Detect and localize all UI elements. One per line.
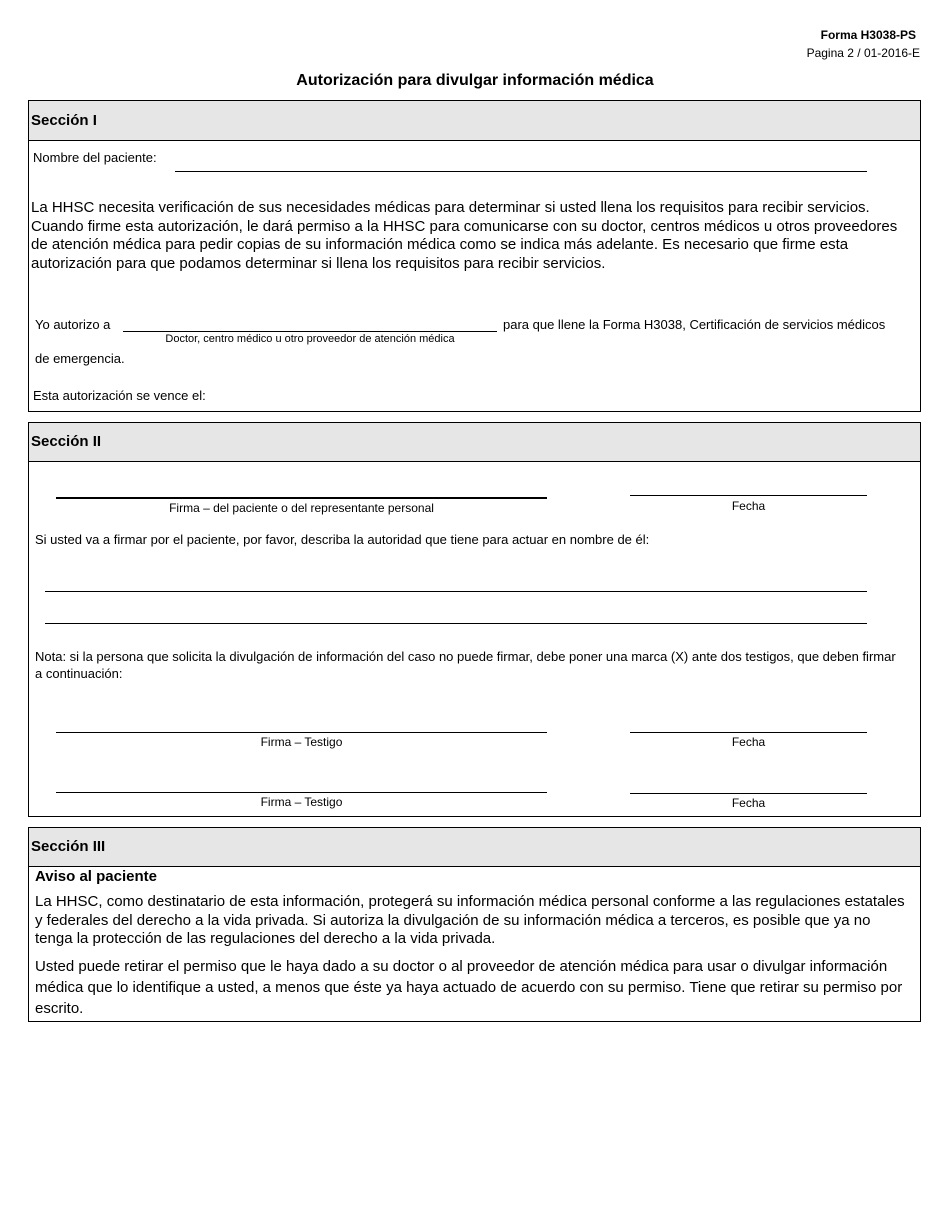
provider-name-field[interactable] (123, 331, 497, 332)
section-1 (28, 100, 921, 412)
authority-field-line-2[interactable] (45, 623, 867, 624)
note-text: Nota: si la persona que solicita la divulgación de información del caso no puede firmar, debe poner una marca (X) ante dos testigos, que deben firmar a continuación: (35, 649, 896, 681)
patient-signature-field[interactable] (56, 497, 547, 499)
signature-date-field[interactable] (630, 495, 867, 496)
expires-label: Esta autorización se vence el: (33, 388, 206, 403)
authority-field-line-1[interactable] (45, 591, 867, 592)
patient-name-field[interactable] (175, 171, 867, 172)
notice-paragraph-2: Usted puede retirar el permiso que le haya dado a su doctor o al proveedor de atención médica para usar o divulgar información médica que lo identifique a usted, a menos que éste ya haya actuado de acuerdo con su permiso. Tiene que retirar su permiso por escrito. (35, 958, 903, 1017)
witness-1-date-caption: Fecha (731, 735, 766, 749)
witness-2-date-field[interactable] (630, 793, 867, 794)
witness-2-signature-field[interactable] (56, 792, 547, 793)
section-1-header (29, 101, 920, 141)
authority-text: Si usted va a firmar por el paciente, por favor, describa la autoridad que tiene para actuar en nombre de él: (35, 532, 650, 547)
page-info: Pagina 2 / 01-2016-E (806, 46, 920, 60)
patient-name-label: Nombre del paciente: (33, 150, 157, 165)
section-2-heading: Sección II (31, 433, 102, 450)
provider-caption: Doctor, centro médico u otro proveedor de atención médica (165, 333, 455, 345)
section-3-header (29, 828, 920, 867)
signature-caption: Firma – del paciente o del representante personal (169, 501, 434, 515)
witness-1-date-field[interactable] (630, 732, 867, 733)
signature-date-caption: Fecha (731, 499, 766, 513)
notice-paragraph-1: La HHSC, como destinatario de esta información, protegerá su información médica personal conforme a las regulaciones estatales y federales del derecho a la vida privada. Si autoriza la divulgación de su información médica a terceros, es posible que ya no tenga la protección de las regulaciones del derecho a la vida privada. (35, 893, 905, 947)
section-3 (28, 827, 921, 1022)
witness-1-caption: Firma – Testigo (260, 735, 343, 749)
section-2 (28, 422, 921, 817)
authorize-suffix: para que llene la Forma H3038, Certificación de servicios médicos (503, 317, 886, 332)
notice-subheading: Aviso al paciente (35, 868, 157, 885)
form-id: Forma H3038-PS (820, 28, 916, 42)
witness-2-date-caption: Fecha (731, 796, 766, 810)
section-3-heading: Sección III (31, 838, 106, 855)
section-2-header (29, 423, 920, 462)
witness-2-caption: Firma – Testigo (260, 795, 343, 809)
section-1-heading: Sección I (31, 112, 97, 129)
authorize-prefix: Yo autorizo a (35, 317, 111, 332)
witness-1-signature-field[interactable] (56, 732, 547, 733)
intro-text: La HHSC necesita verificación de sus necesidades médicas para determinar si usted llena los requisitos para recibir servicios. Cuando firme esta autorización, le dará permiso a la HHSC para comunicarse con su doctor, centros médicos u otros proveedores de atención médica para pedir copias de su información médica como se indica más adelante. Es necesario que firme esta autorización para que podamos determinar si llena los requisitos para recibir servicios. (31, 199, 898, 272)
document-title: Autorización para divulgar información médica (296, 72, 654, 89)
authorize-continuation: de emergencia. (35, 351, 125, 366)
